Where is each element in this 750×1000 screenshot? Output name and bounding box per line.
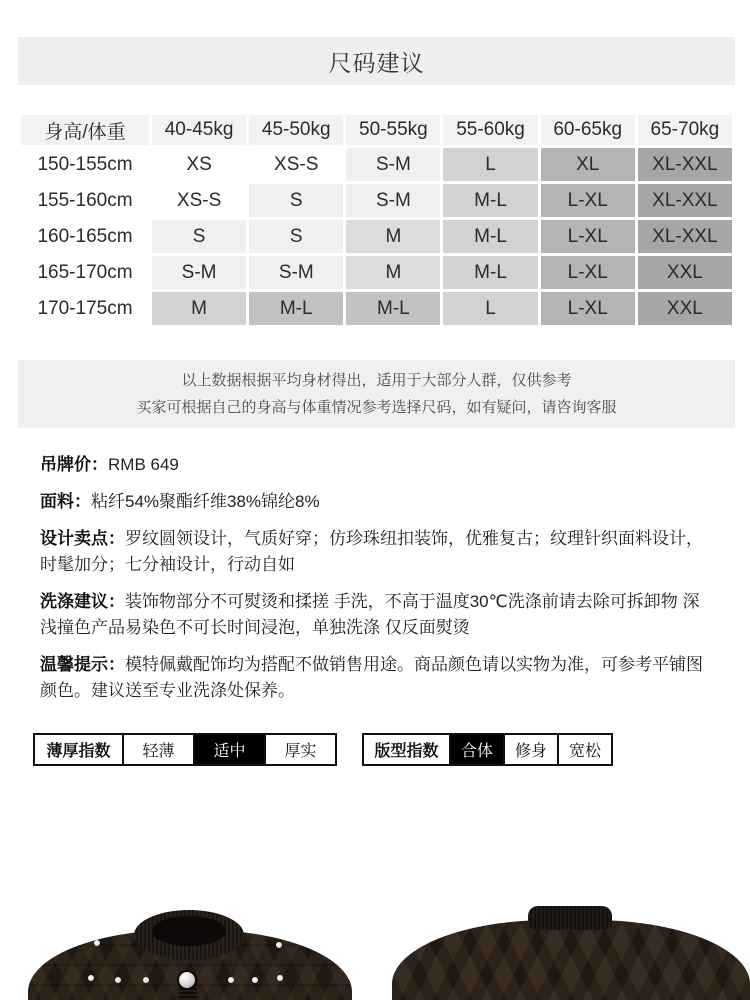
size-cell: M: [346, 256, 440, 289]
fit-index-options: [451, 735, 611, 764]
table-row: [21, 148, 732, 181]
header-cell-weight-5: 60-65kg: [541, 115, 635, 145]
header-cell-height-weight: 身高/体重: [21, 115, 149, 145]
pearl-dot: [115, 977, 121, 983]
detail-paragraph-fabric: [40, 489, 712, 515]
size-cell: XS-S: [152, 184, 246, 217]
detail-paragraph-tips: [40, 652, 712, 704]
pearl-dot: [252, 977, 258, 983]
detail-paragraph-design: [40, 526, 712, 578]
size-title-band: [18, 37, 735, 85]
note-line: 以上数据根据平均身材得出，适用于大部分人群，仅供参考: [181, 372, 572, 389]
detail-text: 装饰物部分不可熨烫和揉搓 手洗，不高于温度30℃洗涤前请去除可拆卸物 深浅撞色产品易染色不可长时间浸泡，单独洗涤 仅反面熨烫: [40, 592, 700, 637]
height-cell: 150-155cm: [21, 148, 149, 181]
size-cell: M-L: [443, 256, 537, 289]
product-details: [40, 452, 712, 715]
size-cell: L-XL: [541, 184, 635, 217]
table-header-row: [21, 115, 732, 145]
table-row: [21, 292, 732, 325]
detail-text: 粘纤54%聚酯纤维38%锦纶8%: [91, 492, 320, 511]
note-box: [18, 360, 735, 428]
size-cell: M-L: [443, 220, 537, 253]
sweater-body-back: [392, 920, 750, 1000]
thickness-index-options: [124, 735, 335, 764]
size-table-body: [21, 148, 732, 325]
size-cell: L: [443, 292, 537, 325]
size-cell: XXL: [638, 292, 732, 325]
index-option: 厚实: [284, 743, 317, 760]
size-cell: M-L: [346, 292, 440, 325]
detail-text: 模特佩戴配饰均为搭配不做销售用途。商品颜色请以实物为准，可参考平铺图颜色。建议送至专业洗涤处保养。: [40, 655, 703, 700]
detail-label: 设计卖点：: [40, 529, 125, 548]
size-cell: XL-XXL: [638, 220, 732, 253]
fit-index-label: 版型指数: [364, 735, 451, 764]
pearl-dot: [277, 975, 283, 981]
size-cell: XL-XXL: [638, 148, 732, 181]
detail-label: 面料：: [40, 492, 91, 511]
size-cell: M: [152, 292, 246, 325]
size-cell: S: [249, 220, 343, 253]
detail-paragraph-washing: [40, 589, 712, 641]
detail-text: 罗纹圆领设计，气质好穿；仿珍珠纽扣装饰，优雅复古；纹理针织面料设计，时髦加分；七分袖设计，行动自如: [40, 529, 703, 574]
detail-label: 洗涤建议：: [40, 592, 125, 611]
detail-paragraph-price: [40, 452, 712, 478]
table-row: [21, 220, 732, 253]
size-cell: S: [249, 184, 343, 217]
size-cell: S-M: [152, 256, 246, 289]
detail-label: 温馨提示：: [40, 655, 125, 674]
detail-label: 吊牌价：: [40, 455, 108, 474]
pearl-dot: [94, 940, 100, 946]
header-cell-weight-6: 65-70kg: [638, 115, 732, 145]
size-cell: M-L: [443, 184, 537, 217]
fit-index-bar: [362, 733, 613, 766]
size-cell: L-XL: [541, 256, 635, 289]
size-cell: L: [443, 148, 537, 181]
product-photo-back: [392, 890, 750, 1000]
index-bars: [33, 733, 613, 766]
pearl-dot: [276, 942, 282, 948]
index-option: 修身: [505, 735, 559, 764]
height-cell: 155-160cm: [21, 184, 149, 217]
size-cell: S-M: [346, 184, 440, 217]
size-cell: XL-XXL: [638, 184, 732, 217]
pearl-button: [177, 970, 197, 990]
size-cell: M: [346, 220, 440, 253]
detail-text: RMB 649: [108, 455, 179, 474]
size-cell: S-M: [346, 148, 440, 181]
height-cell: 160-165cm: [21, 220, 149, 253]
height-cell: 165-170cm: [21, 256, 149, 289]
size-cell: S: [152, 220, 246, 253]
table-row: [21, 184, 732, 217]
size-cell: XS: [152, 148, 246, 181]
header-cell-weight-1: 40-45kg: [152, 115, 246, 145]
header-cell-weight-2: 45-50kg: [249, 115, 343, 145]
header-cell-weight-4: 55-60kg: [443, 115, 537, 145]
thickness-index-bar: [33, 733, 337, 766]
collar: [528, 906, 612, 930]
pearl-dot: [143, 977, 149, 983]
index-option-selected: 合体: [451, 735, 505, 764]
header-cell-weight-3: 50-55kg: [346, 115, 440, 145]
height-cell: 170-175cm: [21, 292, 149, 325]
product-photos: [0, 890, 750, 1000]
note-line: 买家可根据自己的身高与体重情况参考选择尺码，如有疑问，请咨询客服: [136, 399, 617, 416]
size-cell: S-M: [249, 256, 343, 289]
pearl-dot: [228, 977, 234, 983]
table-row: [21, 256, 732, 289]
index-option: 轻薄: [124, 735, 195, 764]
product-photo-front: [28, 890, 352, 1000]
size-cell: XL: [541, 148, 635, 181]
size-cell: L-XL: [541, 292, 635, 325]
size-cell: L-XL: [541, 220, 635, 253]
size-cell: M-L: [249, 292, 343, 325]
index-option: 宽松: [568, 743, 601, 760]
size-table: [18, 112, 735, 328]
index-option-selected: 适中: [195, 735, 266, 764]
pearl-dot: [88, 975, 94, 981]
size-cell: XS-S: [249, 148, 343, 181]
size-section-title: 尺码建议: [328, 49, 425, 76]
neck-opening: [152, 916, 226, 946]
size-cell: XXL: [638, 256, 732, 289]
thickness-index-label: 薄厚指数: [35, 735, 124, 764]
